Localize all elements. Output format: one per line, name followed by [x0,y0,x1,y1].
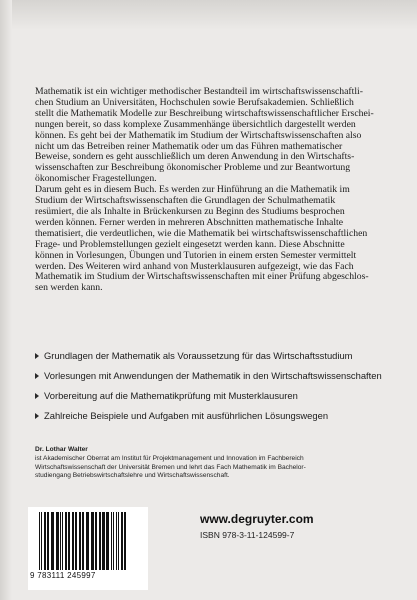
barcode-icon [37,512,141,570]
publisher-url[interactable]: www.degruyter.com [200,512,314,526]
description-line: können. Es geht bei der Mathematik im Studium der Wirtschaftswissenschaften also [35,129,362,141]
feature-text: Grundlagen der Mathematik als Voraussetzung für das Wirtschaftsstudium [44,350,353,361]
description-line: Mathematik im Studium der Wirtschaftswissenschaften mit einer Prüfung abgeschlos- [35,271,369,283]
description-line: Mathematik ist ein wichtiger methodischer Bestandteil im wirtschaftswissenschaftli- [35,86,363,97]
publisher-info [200,512,314,540]
feature-text: Vorbereitung auf die Mathematikprüfung mit Musterklausuren [44,390,298,401]
description-line: stellt die Mathematik Modelle zur Beschreibung wirtschaftswissenschaftlicher Erschei- [35,107,374,119]
triangle-bullet-icon [35,413,39,419]
description-line: resümiert, die als Inhalte in Brückenkursen zu Beginn des Studiums besprochen [35,205,345,217]
barcode-digits: 9 783111 245997 [30,571,96,580]
triangle-bullet-icon [35,353,39,359]
description-line: Beweise, sondern es geht ausschließlich um deren Anwendung in den Wirtschafts- [35,151,355,163]
description-line: thematisiert, die verdeutlichen, wie die Mathematik bei wirtschaftswissenschaftlichen [35,227,368,239]
spine-shadow [0,0,12,600]
author-name: Dr. Lothar Walter [35,446,88,453]
feature-text: Zahlreiche Beispiele und Aufgaben mit ausführlichen Lösungswegen [44,410,329,421]
description-line: ökonomischer Fragestellungen. [35,173,157,185]
description-line: Darum geht es in diesem Buch. Es werden zur Hinführung an die Mathematik im [35,184,350,196]
barcode-box [28,507,148,590]
description-line: werden können. Ferner werden in mehreren Abschnitten mathematische Inhalte [35,216,344,228]
feature-list [35,350,395,430]
feature-item [35,370,395,390]
feature-text: Vorlesungen mit Anwendungen der Mathematik in den Wirtschaftswissenschaften [44,370,382,381]
description-line: Frage- und Problemstellungen gezielt eingesetzt werden kann. Diese Abschnitte [35,238,345,250]
triangle-bullet-icon [35,393,39,399]
feature-item [35,410,395,430]
isbn-number: ISBN 978-3-11-124599-7 [200,530,295,540]
description-line: nungen bereit, so dass komplexe Zusammenhänge übersichtlich dargestellt werden [35,118,356,130]
description-line: nicht um das Betreiben reiner Mathematik oder um das Führen mathematischer [35,140,343,152]
description-line: sen werden kann. [35,282,103,294]
author-bio [35,446,395,481]
description-line: können in Vorlesungen, Übungen und Tutorien in einem ersten Semester vermittelt [35,249,357,261]
description-line: werden. Des Weiteren wird anhand von Musterklausuren aufgezeigt, wie das Fach [35,260,354,272]
description-line: chen Studium an Universitäten, Hochschulen sowie Berufsakademien. Schließlich [35,96,354,108]
feature-item [35,350,395,370]
description-text [35,87,390,294]
author-bio-line: ist Akademischer Oberrat am Institut für Projektmanagement und Innovation im Fachbereich [35,454,304,462]
author-bio-line: Wirtschaftswissenschaft der Universität Bremen und lehrt das Fach Mathematik im Bachelor- [35,463,306,471]
description-line: Studium der Wirtschaftswissenschaften die Grundlagen der Schulmathematik [35,195,336,207]
feature-item [35,390,395,410]
author-bio-line: studiengang Betriebswirtschaftslehre und Wirtschaftswissenschaft. [35,472,230,480]
top-shadow [0,0,417,30]
triangle-bullet-icon [35,373,39,379]
description-line: wissenschaften zur Beschreibung ökonomischer Probleme und zur Beantwortung [35,162,351,174]
